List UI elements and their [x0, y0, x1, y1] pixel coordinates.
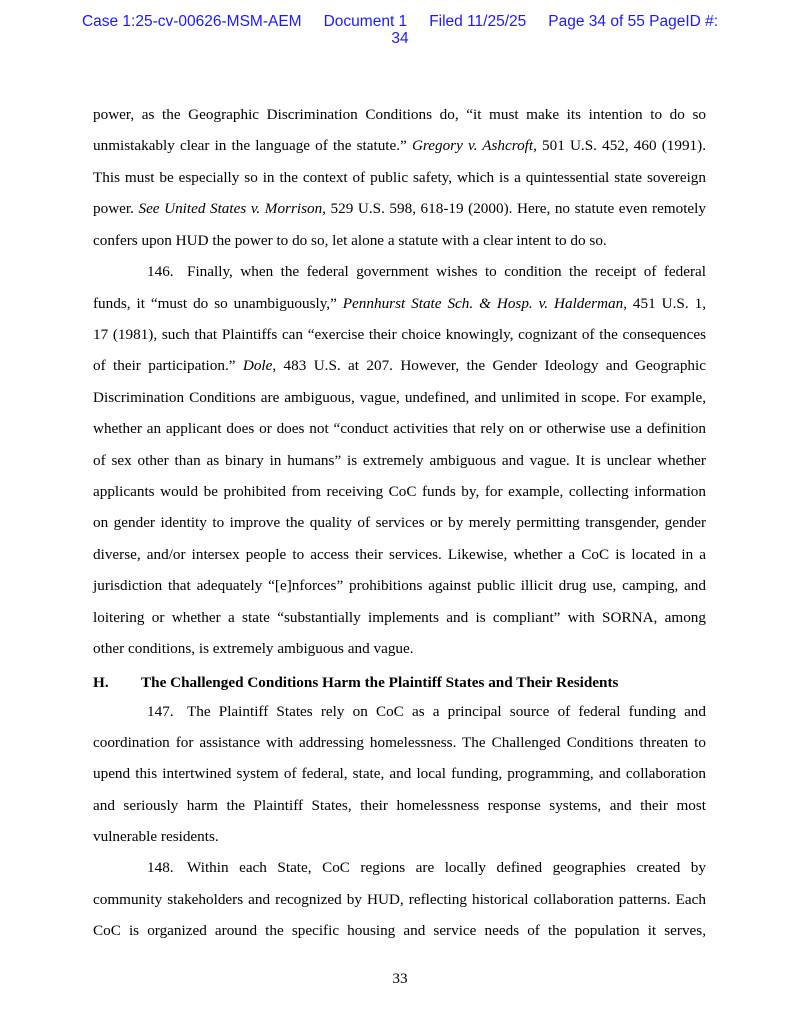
section-heading: [93, 673, 706, 693]
document-number: Document 1: [323, 13, 408, 30]
case-number: Case 1:25-cv-00626-MSM-AEM: [81, 13, 302, 30]
text-span: , 483 U.S. at 207. However, the Gender Ideology and Geographic: [272, 357, 706, 374]
case-citation: Pennhurst State Sch. & Hosp. v. Halderman: [342, 295, 624, 312]
paragraph-number: 147.: [147, 703, 174, 720]
text-line: [93, 294, 706, 314]
section-letter: H.: [93, 674, 109, 691]
text-line: power, as the Geographic Discrimination Conditions do, “it must make its intention to do so: [93, 106, 706, 123]
text-line: Discrimination Conditions are ambiguous, vague, undefined, and unlimited in scope. For example,: [93, 389, 706, 406]
text-line: community stakeholders and recognized by HUD, reflecting historical collaboration patterns. Each: [93, 891, 706, 908]
page-id: 34: [391, 30, 409, 47]
text-line: This must be especially so in the context of public safety, which is a quintessential state sovereign: [93, 169, 706, 186]
text-line: of sex other than as binary in humans” is extremely ambiguous and vague. It is unclear whether: [93, 452, 706, 469]
text-span: , 529 U.S. 598, 618-19 (2000). Here, no statute even remotely: [322, 200, 706, 217]
page-info: Page 34 of 55 PageID #:: [548, 13, 719, 30]
text-line: [93, 136, 706, 156]
text-line: applicants would be prohibited from receiving CoC funds by, for example, collecting information: [93, 483, 706, 500]
text-span: power.: [93, 200, 139, 217]
case-citation: Gregory v. Ashcroft: [411, 137, 534, 154]
section-title: The Challenged Conditions Harm the Plaintiff States and Their Residents: [141, 674, 619, 691]
text-line: other conditions, is extremely ambiguous and vague.: [93, 640, 414, 657]
text-span: , 501 U.S. 452, 460 (1991).: [533, 137, 706, 154]
text-span: funds, it “must do so unambiguously,”: [93, 295, 343, 312]
text-line: whether an applicant does or does not “conduct activities that rely on or otherwise use a definition: [93, 420, 706, 437]
text-line: diverse, and/or intersex people to access their services. Likewise, whether a CoC is located in a: [93, 546, 706, 563]
paragraph-146-first-line: [147, 262, 706, 282]
filed-date: Filed 11/25/25: [429, 13, 527, 30]
text-line: loitering or whether a state “substantially implements and is compliant” with SORNA, among: [93, 609, 706, 626]
paragraph-147-first-line: [147, 702, 706, 722]
text-line: on gender identity to improve the quality of services or by merely permitting transgender, gender: [93, 514, 706, 531]
case-citation: See United States v. Morrison: [138, 200, 323, 217]
text-line: [93, 199, 706, 219]
text-span: unmistakably clear in the language of the statute.”: [93, 137, 412, 154]
text-line: 17 (1981), such that Plaintiffs can “exercise their choice knowingly, cognizant of the consequences: [93, 326, 706, 343]
case-citation: Dole: [242, 357, 273, 374]
page-number: 33: [392, 970, 408, 987]
ecf-header-row: [0, 13, 800, 30]
paragraph-148-first-line: [147, 858, 706, 878]
text-line: vulnerable residents.: [93, 828, 219, 845]
text-line: CoC is organized around the specific housing and service needs of the population it serves,: [93, 922, 706, 939]
text-span: , 451 U.S. 1,: [623, 295, 706, 312]
text-line: jurisdiction that adequately “[e]nforces” prohibitions against public illicit drug use, camping, and: [93, 577, 706, 594]
text-line: upend this intertwined system of federal, state, and local funding, programming, and collaboration: [93, 765, 706, 782]
text-line: [93, 356, 706, 376]
paragraph-number: 148.: [147, 859, 174, 876]
text-span: of their participation.”: [93, 357, 243, 374]
paragraph-number: 146.: [147, 263, 174, 280]
text-line: and seriously harm the Plaintiff States, their homelessness response systems, and their most: [93, 797, 706, 814]
text-span: Finally, when the federal government wishes to condition the receipt of federal: [187, 263, 706, 280]
text-span: The Plaintiff States rely on CoC as a principal source of federal funding and: [187, 703, 706, 720]
ecf-header: [0, 13, 800, 47]
text-span: Within each State, CoC regions are locally defined geographies created by: [187, 859, 706, 876]
text-line: confers upon HUD the power to do so, let alone a statute with a clear intent to do so.: [93, 232, 607, 249]
text-line: coordination for assistance with addressing homelessness. The Challenged Conditions threaten to: [93, 734, 706, 751]
